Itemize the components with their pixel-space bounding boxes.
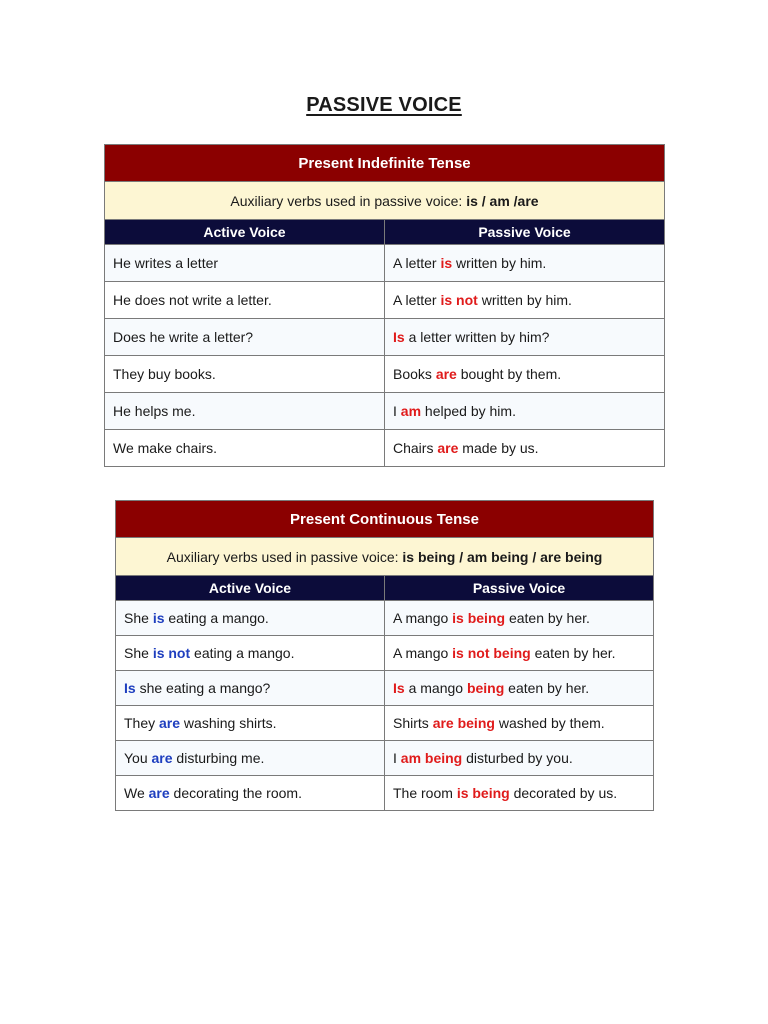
aux-prefix: Auxiliary verbs used in passive voice: (230, 192, 467, 209)
column-header-active: Active Voice (116, 576, 385, 601)
sentence-text: A letter (393, 292, 441, 308)
sentence-text: They (124, 715, 160, 731)
auxiliary-verb-highlight: is not being (452, 645, 531, 661)
passive-voice-cell (385, 393, 665, 430)
active-voice-cell (105, 356, 385, 393)
auxiliary-verb-highlight: is being (452, 610, 506, 626)
sentence-text: decorating the room. (169, 785, 302, 801)
page-title: PASSIVE VOICE (306, 94, 462, 116)
auxiliary-verb-highlight: Is (393, 680, 405, 696)
active-voice-cell (116, 776, 385, 811)
passive-voice-cell (385, 776, 654, 811)
active-voice-cell (116, 741, 385, 776)
sentence-text: Books (393, 366, 436, 382)
sentence-text: A letter (393, 255, 441, 271)
present-indefinite-table (104, 144, 665, 467)
table-row (116, 741, 654, 776)
active-voice-cell (105, 319, 385, 356)
auxiliary-verb-highlight: are (435, 366, 457, 382)
present-continuous-table (115, 500, 654, 811)
auxiliary-verb-highlight: is (440, 255, 453, 271)
column-header-active: Active Voice (105, 220, 385, 245)
sentence-text: eaten by her. (504, 680, 590, 696)
table-body (116, 601, 654, 811)
sentence-text: We (124, 785, 149, 801)
sentence-text: She (124, 645, 153, 661)
table-title: Present Continuous Tense (116, 501, 654, 538)
table-row (116, 706, 654, 741)
sentence-text: Does he write a letter? (113, 329, 254, 345)
sentence-text: helped by him. (421, 403, 516, 419)
passive-voice-cell (385, 319, 665, 356)
sentence-text: she eating a mango? (135, 680, 271, 696)
sentence-text: written by him. (477, 292, 572, 308)
sentence-text: They buy books. (113, 366, 216, 382)
passive-voice-cell (385, 245, 665, 282)
sentence-text: eaten by her. (530, 645, 616, 661)
auxiliary-verb-highlight: are being (432, 715, 495, 731)
auxiliary-verbs-note (116, 538, 654, 576)
column-header-passive: Passive Voice (385, 576, 654, 601)
auxiliary-verb-highlight: is being (456, 785, 510, 801)
sentence-text: eating a mango. (190, 645, 295, 661)
active-voice-cell (116, 636, 385, 671)
passive-voice-cell (385, 671, 654, 706)
sentence-text: washing shirts. (180, 715, 277, 731)
table-row (105, 245, 665, 282)
table-row (116, 601, 654, 636)
aux-verbs: is / am /are (466, 192, 539, 209)
table-row (116, 671, 654, 706)
aux-prefix: Auxiliary verbs used in passive voice: (166, 548, 403, 565)
auxiliary-verb-highlight: am (400, 403, 422, 419)
sentence-text: a letter written by him? (404, 329, 550, 345)
sentence-text: We make chairs. (113, 440, 217, 456)
active-voice-cell (116, 601, 385, 636)
active-voice-cell (105, 245, 385, 282)
sentence-text: Shirts (393, 715, 433, 731)
sentence-text: I (393, 750, 401, 766)
passive-voice-cell (385, 282, 665, 319)
sentence-text: a mango (404, 680, 467, 696)
active-voice-cell (105, 393, 385, 430)
sentence-text: eating a mango. (164, 610, 269, 626)
sentence-text: disturbed by you. (462, 750, 573, 766)
sentence-text: washed by them. (494, 715, 605, 731)
auxiliary-verb-highlight: is (152, 610, 165, 626)
auxiliary-verb-highlight: are (437, 440, 459, 456)
auxiliary-verb-highlight: is not (440, 292, 478, 308)
sentence-text: A mango (393, 645, 453, 661)
sentence-text: written by him. (452, 255, 547, 271)
sentence-text: He does not write a letter. (113, 292, 272, 308)
sentence-text: Chairs (393, 440, 438, 456)
active-voice-cell (105, 430, 385, 467)
column-header-passive: Passive Voice (385, 220, 665, 245)
auxiliary-verb-highlight: are (151, 750, 173, 766)
sentence-text: You (124, 750, 152, 766)
aux-verbs: is being / am being / are being (402, 548, 603, 565)
auxiliary-verb-highlight: are (148, 785, 170, 801)
sentence-text: I (393, 403, 401, 419)
auxiliary-verb-highlight: are (159, 715, 181, 731)
auxiliary-verb-highlight: am being (400, 750, 463, 766)
sentence-text: A mango (393, 610, 453, 626)
sentence-text: made by us. (458, 440, 539, 456)
auxiliary-verb-highlight: Is (124, 680, 136, 696)
sentence-text: disturbing me. (172, 750, 265, 766)
table-row (105, 319, 665, 356)
sentence-text: decorated by us. (509, 785, 618, 801)
table-title: Present Indefinite Tense (105, 145, 665, 182)
table-row (105, 282, 665, 319)
passive-voice-cell (385, 636, 654, 671)
auxiliary-verb-highlight: is not (152, 645, 191, 661)
active-voice-cell (105, 282, 385, 319)
active-voice-cell (116, 706, 385, 741)
auxiliary-verb-highlight: being (466, 680, 505, 696)
sentence-text: bought by them. (456, 366, 562, 382)
table-row (105, 430, 665, 467)
passive-voice-cell (385, 741, 654, 776)
passive-voice-cell (385, 601, 654, 636)
passive-voice-cell (385, 430, 665, 467)
passive-voice-cell (385, 706, 654, 741)
sentence-text: The room (393, 785, 457, 801)
sentence-text: He writes a letter (113, 255, 219, 271)
auxiliary-verbs-note (105, 182, 665, 220)
table-row (105, 393, 665, 430)
sentence-text: She (124, 610, 153, 626)
table-body (105, 245, 665, 467)
table-row (116, 636, 654, 671)
sentence-text: eaten by her. (505, 610, 590, 626)
table-row (116, 776, 654, 811)
table-row (105, 356, 665, 393)
passive-voice-cell (385, 356, 665, 393)
auxiliary-verb-highlight: Is (393, 329, 405, 345)
active-voice-cell (116, 671, 385, 706)
sentence-text: He helps me. (113, 403, 196, 419)
